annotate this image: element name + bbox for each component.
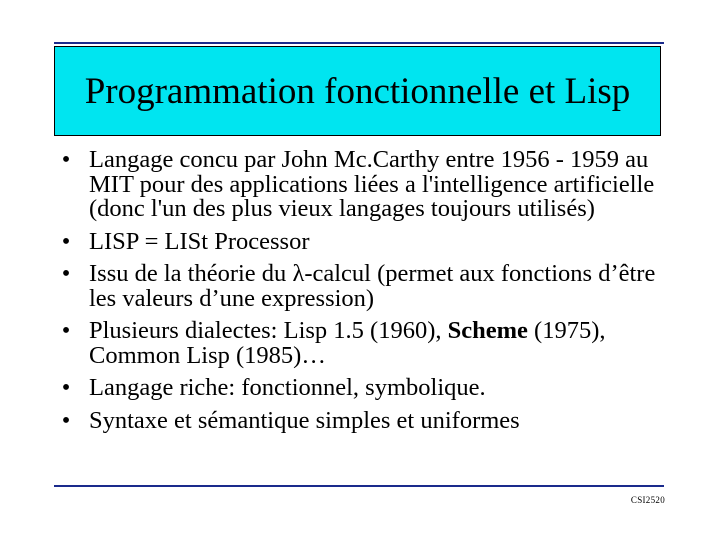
bullet-list — [56, 148, 656, 441]
lambda-symbol: λ — [292, 260, 305, 287]
bullet-item — [56, 227, 656, 255]
bullet-text: LISP = LISt Processor — [89, 227, 310, 255]
bullet-text-pre: Issu de la théorie du — [89, 260, 293, 287]
bullet-item — [56, 406, 656, 434]
bullet-text-post: -calcul (permet aux fonctions d’être les valeurs d’une expression) — [89, 260, 656, 312]
bullet-item — [56, 319, 656, 368]
bullet-text-pre: Plusieurs dialectes: Lisp 1.5 (1960), — [89, 317, 448, 344]
bullet-text: Syntaxe et sémantique simples et uniformes — [89, 406, 520, 434]
bottom-divider — [54, 485, 664, 487]
bullet-marker: • — [61, 374, 71, 401]
bullet-item — [56, 376, 656, 401]
footer-course-code: CSI2520 — [630, 495, 665, 505]
bullet-text-bold: Scheme — [447, 317, 528, 344]
bullet-item — [56, 148, 656, 222]
bullet-text: Langage riche: fonctionnel, symbolique. — [89, 374, 486, 401]
bullet-item — [56, 262, 656, 311]
bullet-marker: • — [61, 146, 71, 173]
bullet-marker: • — [61, 406, 71, 434]
bullet-text: Langage concu par John Mc.Carthy entre 1956 - 1959 au MIT pour des applications liées a l'intelligence artificielle (donc l'un des plus vieux langages toujours utilisés) — [89, 146, 655, 222]
title-banner — [54, 46, 661, 136]
bullet-marker: • — [61, 227, 71, 255]
bullet-marker: • — [61, 317, 71, 344]
bullet-marker: • — [61, 260, 71, 287]
slide-title: Programmation fonctionnelle et Lisp — [84, 70, 631, 112]
top-divider — [54, 42, 664, 44]
bullet-text-post: (1975), Common Lisp (1985)… — [89, 317, 606, 369]
